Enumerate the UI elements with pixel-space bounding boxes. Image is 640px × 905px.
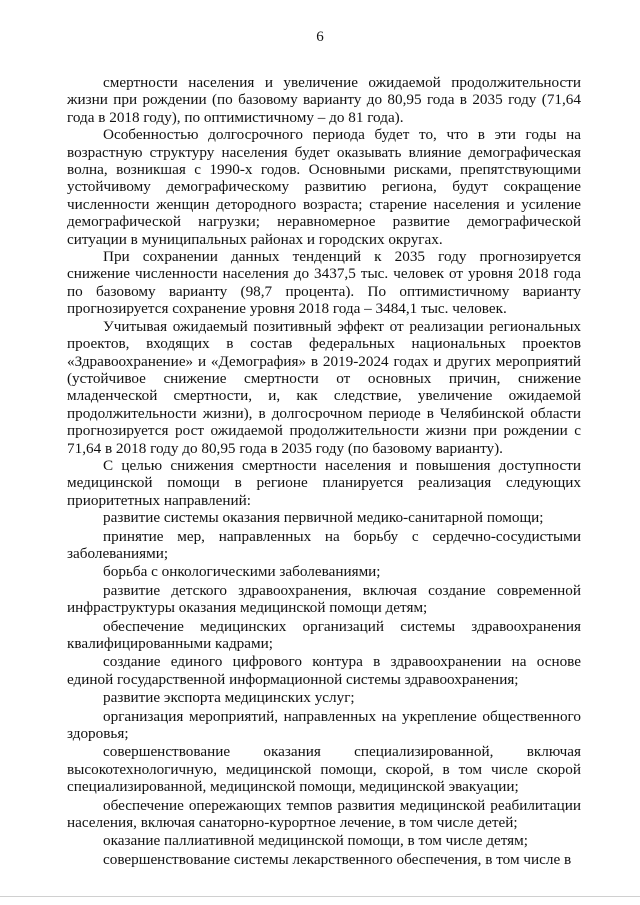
list-item: развитие системы оказания первичной медико-санитарной помощи; [103,509,544,527]
paragraph-population-forecast: При сохранении данных тенденций к 2035 году прогнозируется снижение численности населения до 3437,5 тыс. человек от уровня 2018 года по базовому варианту (98,7 процента). По оптимистичному варианту прогнозируется сохранение уровня 2018 года – 3484,1 тыс. человек. [67,248,581,318]
page-bottom-edge [0,896,640,897]
list-item: борьба с онкологическими заболеваниями; [103,563,381,581]
list-item: совершенствование оказания специализированной, включая высокотехнологичную, медицинской помощи, скорой, в том числе скорой специализированной, медицинской помощи, медицинской эвакуации; [67,743,581,796]
paragraph-mortality-continuation: смертности населения и увеличение ожидаемой продолжительности жизни при рождении (по базовому варианту до 80,95 года в 2035 году (71,64 года в 2018 году), по оптимистичному – до 81 года). [67,74,581,126]
list-item: принятие мер, направленных на борьбу с сердечно-сосудистыми заболеваниями; [67,527,581,562]
list-item: развитие детского здравоохранения, включая создание современной инфраструктуры оказания медицинской помощи детям; [67,581,581,617]
list-item: обеспечение медицинских организаций системы здравоохранения квалифицированными кадрами; [67,617,581,652]
page-number: 6 [316,29,324,45]
document-body [67,74,581,869]
list-item: обеспечение опережающих темпов развития медицинской реабилитации населения, включая санаторно-курортное лечение, в том числе детей; [67,796,581,832]
list-item: организация мероприятий, направленных на укрепление общественного здоровья; [67,707,581,743]
paragraph-long-term-features: Особенностью долгосрочного периода будет то, что в эти годы на возрастную структуру населения будет оказывать влияние демографическая волна, возникшая с 1990-х годов. Основными рисками, препятствующими устойчивому демографическому развитию региона, будут сокращение численности женщин детородного возраста; старение населения и усиление демографической нагрузки; неравномерное развитие демографической ситуации в муниципальных районах и городских округах. [67,126,581,248]
list-item: оказание паллиативной медицинской помощи, в том числе детям; [103,832,529,850]
paragraph-priority-directions-intro: С целью снижения смертности населения и повышения доступности медицинской помощи в регионе планируется реализация следующих приоритетных направлений: [67,456,581,509]
list-item: создание единого цифрового контура в здравоохранении на основе единой государственной информационной системы здравоохранения; [67,653,581,688]
list-item: развитие экспорта медицинских услуг; [103,689,355,707]
paragraph-life-expectancy-forecast: Учитывая ожидаемый позитивный эффект от реализации региональных проектов, входящих в состав федеральных национальных проектов «Здравоохранение» и «Демография» в 2019-2024 годах и других мероприятий (устойчивое снижение смертности от основных причин, снижение младенческой смертности, и, как следствие, увеличение ожидаемой продолжительности жизни), в долгосрочном периоде в Челябинской области прогнозируется рост ожидаемой продолжительности жизни при рождении с 71,64 в 2018 году до 80,95 года в 2035 году (по базовому варианту). [67,317,581,457]
list-item: совершенствование системы лекарственного обеспечения, в том числе в [103,850,572,868]
